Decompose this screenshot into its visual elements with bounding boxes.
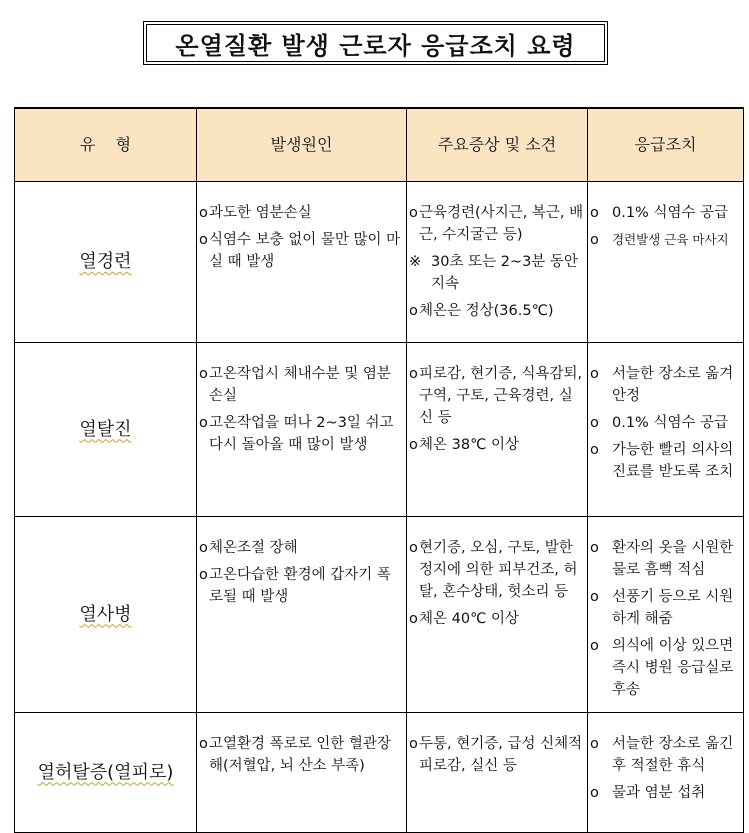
- cause-cell: [197, 343, 407, 517]
- list-item: o 체온 40℃ 이상: [409, 611, 519, 627]
- list-item: o 고열환경 폭로로 인한 혈관장해(저혈압, 뇌 산소 부족): [199, 736, 391, 774]
- list-item: o 현기증, 오심, 구토, 발한정지에 의한 피부건조, 허탈, 혼수상태, 헛소리 등: [409, 540, 578, 600]
- table-header-row: [15, 108, 744, 182]
- list-item: o 피로감, 현기증, 식욕감퇴, 구역, 구토, 근육경련, 실신 등: [409, 366, 583, 426]
- list-item: o 물과 염분 섭취: [590, 785, 706, 801]
- symptom-cell: [407, 713, 588, 833]
- symptom-cell: [407, 517, 588, 713]
- list-item: o 고온다습한 환경에 갑자기 폭로될 때 발생: [199, 567, 391, 605]
- document-title: 온열질환 발생 근로자 응급조치 요령: [143, 21, 608, 65]
- list-item: o 체온은 정상(36.5℃): [409, 303, 554, 319]
- list-item: o 근육경련(사지근, 복근, 배근, 수지굴근 등): [409, 205, 584, 243]
- symptom-cell: [407, 343, 588, 517]
- symptom-cell: [407, 182, 588, 343]
- table-row: [15, 343, 744, 517]
- table-row: [15, 182, 744, 343]
- cause-cell: [197, 713, 407, 833]
- list-item: o 0.1% 식염수 공급: [590, 205, 729, 221]
- type-cell: 열사병: [15, 517, 197, 713]
- list-item: o 고온작업을 떠나 2~3일 쉬고 다시 돌아올 때 많이 발생: [199, 415, 394, 453]
- list-item: o 가능한 빨리 의사의 진료를 받도록 조치: [590, 442, 734, 480]
- cause-cell: [197, 182, 407, 343]
- list-item: o 두통, 현기증, 급성 신체적 피로감, 실신 등: [409, 736, 583, 774]
- first-aid-table: [14, 107, 744, 833]
- aid-cell: [588, 182, 744, 343]
- list-item: o 체온조절 장해: [199, 540, 298, 556]
- header-symptom: 주요증상 및 소견: [407, 108, 588, 182]
- list-item: o 경련발생 근육 마사지: [590, 232, 729, 248]
- table-row: [15, 517, 744, 713]
- list-item: o 서늘한 장소로 옮겨 안정: [590, 366, 734, 404]
- header-type: 유 형: [15, 108, 197, 182]
- list-item: o 과도한 염분손실: [199, 205, 312, 221]
- aid-cell: [588, 517, 744, 713]
- aid-cell: [588, 343, 744, 517]
- list-item: o 환자의 옷을 시원한 물로 흠뻑 적심: [590, 540, 734, 578]
- list-item: o 의식에 이상 있으면 즉시 병원 응급실로 후송: [590, 638, 734, 698]
- list-item: o 체온 38℃ 이상: [409, 437, 519, 453]
- list-item: o 0.1% 식염수 공급: [590, 415, 729, 431]
- table-row: [15, 713, 744, 833]
- type-cell: 열허탈증(열피로): [15, 713, 197, 833]
- list-item: o 식염수 보충 없이 물만 많이 마실 때 발생: [199, 232, 401, 270]
- header-cause: 발생원인: [197, 108, 407, 182]
- cause-cell: [197, 517, 407, 713]
- header-aid: 응급조치: [588, 108, 744, 182]
- list-item: o 고온작업시 체내수분 및 염분손실: [199, 366, 391, 404]
- type-cell: 열경련: [15, 182, 197, 343]
- aid-cell: [588, 713, 744, 833]
- list-item: o 선풍기 등으로 시원하게 해줌: [590, 589, 734, 627]
- list-item: o 서늘한 장소로 옮긴 후 적절한 휴식: [590, 736, 734, 774]
- type-cell: 열탈진: [15, 343, 197, 517]
- list-item: ※ 30초 또는 2~3분 동안 지속: [409, 254, 578, 292]
